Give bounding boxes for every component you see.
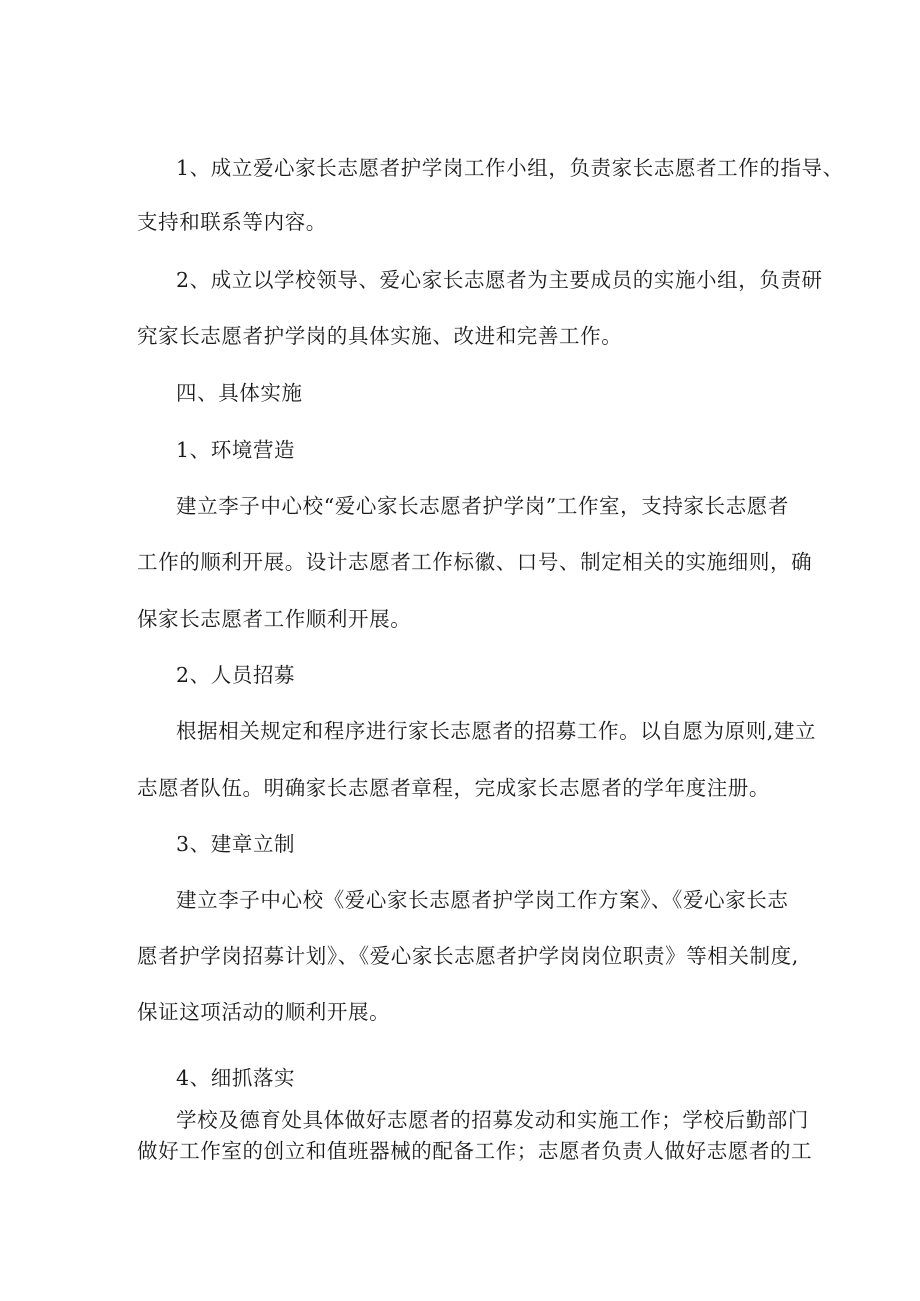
paragraph-line: 保证这项活动的顺利开展。 [137, 1000, 391, 1024]
paragraph-line: 工作的顺利开展。设计志愿者工作标徽、口号、制定相关的实施细则，确 [137, 550, 813, 574]
paragraph-line: 2、成立以学校领导、爱心家长志愿者为主要成员的实施小组，负责研 [176, 268, 823, 292]
subsection-heading: 3、建章立制 [176, 832, 296, 856]
subsection-heading: 4、细抓落实 [176, 1066, 296, 1090]
paragraph-line: 1、成立爱心家长志愿者护学岗工作小组，负责家长志愿者工作的指导、 [176, 156, 844, 180]
section-heading: 四、具体实施 [176, 381, 303, 405]
paragraph-line: 建立李子中心校《爱心家长志愿者护学岗工作方案》、《爱心家长志 [176, 888, 789, 912]
paragraph-line: 支持和联系等内容。 [137, 210, 327, 234]
paragraph-line: 究家长志愿者护学岗的具体实施、改进和完善工作。 [137, 324, 623, 348]
paragraph-line: 根据相关规定和程序进行家长志愿者的招募工作。以自愿为原则,建立 [176, 719, 817, 743]
paragraph-line: 愿者护学岗招募计划》、《爱心家长志愿者护学岗岗位职责》等相关制度, [137, 944, 799, 968]
paragraph-line: 保家长志愿者工作顺利开展。 [137, 607, 412, 631]
paragraph-line: 学校及德育处具体做好志愿者的招募发动和实施工作；学校后勤部门 [176, 1108, 809, 1132]
paragraph-line: 建立李子中心校“爱心家长志愿者护学岗”工作室，支持家长志愿者 [176, 494, 789, 518]
subsection-heading: 2、人员招募 [176, 663, 296, 687]
paragraph-line: 志愿者队伍。明确家长志愿者章程，完成家长志愿者的学年度注册。 [137, 776, 770, 800]
subsection-heading: 1、环境营造 [176, 438, 296, 462]
paragraph-line: 做好工作室的创立和值班器械的配备工作；志愿者负责人做好志愿者的工 [137, 1139, 813, 1163]
